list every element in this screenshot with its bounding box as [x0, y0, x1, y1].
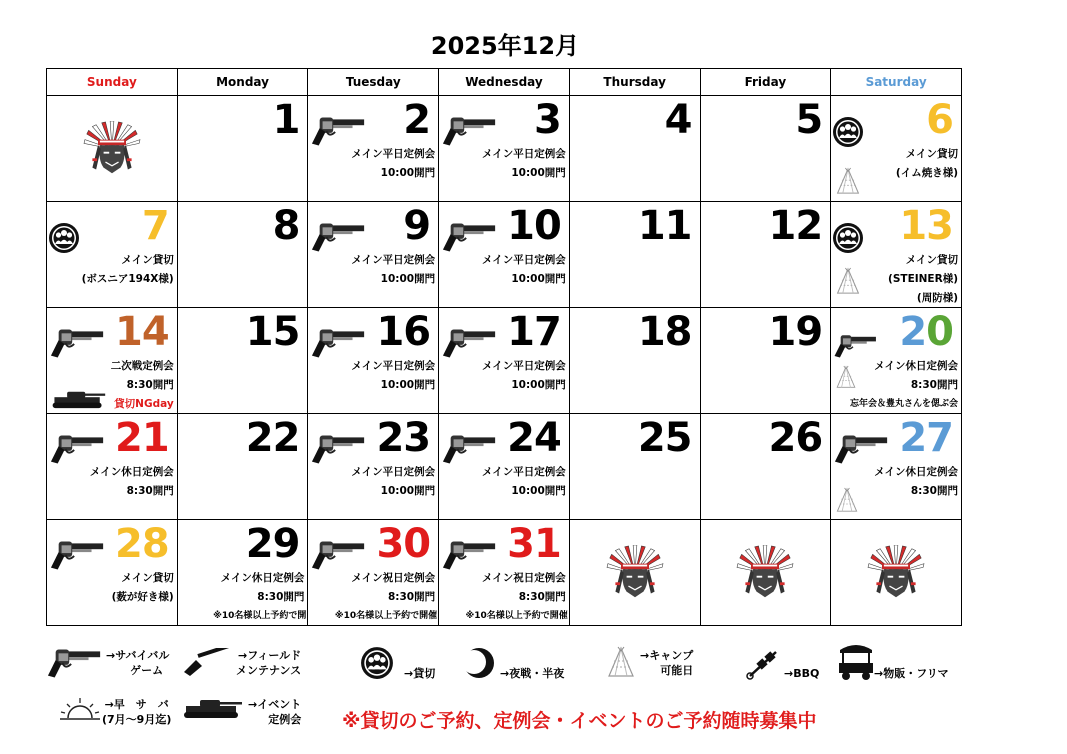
- day-cell-20[interactable]: [831, 308, 962, 414]
- revolver-icon: [441, 220, 499, 254]
- legend-field: [236, 648, 301, 678]
- legend-event: [248, 697, 301, 727]
- day-cell-empty: [569, 520, 700, 626]
- legend-event-line2: 定例会: [268, 713, 302, 726]
- day-number: 8: [272, 203, 300, 249]
- legend-camp-line1: →キャンプ: [640, 649, 694, 662]
- revolver-icon: [49, 538, 107, 572]
- event-extra: 忘年会＆豊丸さんを偲ぶ会: [849, 399, 958, 409]
- event-condition: ※10名様以上予約で開催: [334, 611, 438, 621]
- event-label: メイン休日定例会: [874, 466, 958, 478]
- day-cell-11[interactable]: [569, 202, 700, 308]
- legend-bbq: →BBQ: [784, 667, 820, 680]
- day-number: 15: [245, 309, 300, 355]
- event-time: 8:30開門: [257, 591, 305, 603]
- day-number: 16: [376, 309, 431, 355]
- event-time: 8:30開門: [126, 485, 174, 497]
- day-number: 26: [768, 415, 823, 461]
- revolver-icon: [441, 538, 499, 572]
- day-cell-8[interactable]: [177, 202, 308, 308]
- chief-headdress-icon: [732, 545, 798, 601]
- day-number: 30: [376, 521, 431, 567]
- week-row: [47, 202, 962, 308]
- food-cart-icon: [836, 640, 876, 682]
- day-cell-4[interactable]: [569, 96, 700, 202]
- legend-camp-line2: 可能日: [660, 664, 694, 677]
- revolver-icon: [49, 432, 107, 466]
- revolver-icon: [310, 220, 368, 254]
- day-number: 18: [637, 309, 692, 355]
- event-label: メイン平日定例会: [351, 254, 436, 266]
- reservation-ng-label: 貸切NGday: [114, 398, 174, 410]
- day-number: 27: [899, 415, 953, 461]
- event-label: メイン休日定例会: [220, 572, 305, 584]
- header-tuesday: Tuesday: [308, 69, 439, 96]
- event-label: メイン貸切: [905, 148, 958, 160]
- event-label: メイン平日定例会: [351, 360, 436, 372]
- calendar-grid: [46, 68, 962, 626]
- event-label: メイン貸切: [121, 254, 174, 266]
- event-time: 10:00開門: [380, 167, 436, 179]
- header-thursday: Thursday: [569, 69, 700, 96]
- legend-early: [102, 697, 171, 727]
- group-icon: [360, 646, 394, 680]
- legend-camp: [640, 648, 693, 678]
- day-cell-21[interactable]: [47, 414, 178, 520]
- legend-survival: [106, 648, 169, 678]
- legend-field-line1: →フィールド: [238, 649, 302, 662]
- day-cell-24[interactable]: [439, 414, 570, 520]
- legend-reserve: →貸切: [404, 667, 436, 680]
- tent-icon: [606, 644, 636, 680]
- event-time: 10:00開門: [511, 273, 566, 285]
- event-label: メイン貸切: [905, 254, 958, 266]
- day-cell-22[interactable]: [177, 414, 308, 520]
- day-number: 3: [533, 97, 561, 143]
- day-cell-19[interactable]: [700, 308, 831, 414]
- event-label: メイン平日定例会: [482, 466, 566, 478]
- event-time: 10:00開門: [380, 485, 436, 497]
- event-label: メイン休日定例会: [874, 360, 958, 372]
- legend-survival-line2: ゲーム: [130, 664, 164, 677]
- event-label: メイン祝日定例会: [351, 572, 436, 584]
- tank-icon: [49, 388, 107, 410]
- day-cell-2[interactable]: [308, 96, 439, 202]
- day-number: 29: [245, 521, 300, 567]
- day-number: 11: [637, 203, 692, 249]
- day-cell-3[interactable]: [439, 96, 570, 202]
- day-cell-1[interactable]: [177, 96, 308, 202]
- event-label: メイン祝日定例会: [482, 572, 566, 584]
- day-cell-10[interactable]: [439, 202, 570, 308]
- day-cell-17[interactable]: [439, 308, 570, 414]
- event-time: 10:00開門: [511, 379, 566, 391]
- revolver-icon: [310, 326, 368, 360]
- day-number: 4: [664, 97, 692, 143]
- group-icon: [48, 222, 80, 254]
- header-saturday: Saturday: [831, 69, 962, 96]
- day-number: 31: [507, 521, 561, 567]
- day-cell-23[interactable]: [308, 414, 439, 520]
- day-digit-2: 2: [899, 309, 927, 355]
- group-icon: [832, 116, 864, 148]
- sunrise-icon: [58, 696, 102, 722]
- event-group: (イム焼き様): [895, 167, 958, 179]
- event-time: 8:30開門: [126, 379, 174, 391]
- day-number: 10: [507, 203, 561, 249]
- weekday-header-row: [47, 69, 962, 96]
- revolver-icon: [310, 114, 368, 148]
- shovel-icon: [180, 648, 236, 676]
- day-digit-0: 0: [926, 309, 953, 355]
- day-cell-28[interactable]: [47, 520, 178, 626]
- day-number: 12: [768, 203, 823, 249]
- tent-icon: [835, 486, 859, 514]
- legend-survival-line1: →サバイバル: [106, 649, 170, 662]
- day-cell-16[interactable]: [308, 308, 439, 414]
- event-condition: ※10名様以上予約で開催: [465, 611, 568, 621]
- day-number: 6: [926, 97, 953, 143]
- revolver-icon: [310, 538, 368, 572]
- day-cell-27[interactable]: [831, 414, 962, 520]
- day-cell-empty: [47, 96, 178, 202]
- event-label: メイン平日定例会: [351, 148, 436, 160]
- event-condition: ※10名様以上予約で開: [213, 611, 307, 621]
- event-time: 10:00開門: [380, 379, 436, 391]
- legend-night: →夜戦・半夜: [500, 667, 565, 680]
- day-cell-empty: [700, 520, 831, 626]
- day-cell-6[interactable]: [831, 96, 962, 202]
- revolver-icon: [441, 114, 499, 148]
- day-cell-5[interactable]: [700, 96, 831, 202]
- day-cell-empty: [831, 520, 962, 626]
- week-row: [47, 414, 962, 520]
- event-time: 10:00開門: [380, 273, 436, 285]
- revolver-icon: [833, 332, 879, 360]
- week-row: [47, 520, 962, 626]
- day-number: 7: [141, 203, 169, 249]
- revolver-icon: [833, 432, 891, 466]
- week-row: [47, 96, 962, 202]
- event-label: メイン平日定例会: [482, 254, 566, 266]
- day-cell-13[interactable]: [831, 202, 962, 308]
- event-time: 8:30開門: [387, 591, 436, 603]
- tent-icon: [835, 166, 861, 196]
- day-number: 9: [403, 203, 431, 249]
- day-number: 2: [403, 97, 431, 143]
- event-time: 8:30開門: [910, 379, 958, 391]
- legend-early-line2: (7月〜9月迄): [102, 713, 172, 726]
- legend-field-line2: メンテナンス: [236, 664, 302, 677]
- day-number: 19: [768, 309, 823, 355]
- bbq-icon: [746, 648, 782, 680]
- day-number: 14: [115, 309, 169, 355]
- event-time: 10:00開門: [511, 167, 566, 179]
- revolver-icon: [441, 432, 499, 466]
- day-number: 5: [795, 97, 823, 143]
- legend-event-line1: →イベント: [248, 698, 302, 711]
- day-cell-7[interactable]: [47, 202, 178, 308]
- chief-headdress-icon: [602, 545, 668, 601]
- day-cell-14[interactable]: [47, 308, 178, 414]
- event-label: 二次戦定例会: [110, 360, 174, 372]
- legend-market: →物販・フリマ: [874, 667, 949, 680]
- day-cell-25[interactable]: [569, 414, 700, 520]
- moon-icon: [462, 646, 496, 680]
- event-group-2: (周防様): [916, 292, 958, 304]
- day-number: [899, 310, 953, 354]
- day-number: 13: [899, 203, 953, 249]
- day-number: 21: [115, 415, 169, 461]
- header-monday: Monday: [177, 69, 308, 96]
- day-number: 25: [637, 415, 692, 461]
- revolver-icon: [49, 326, 107, 360]
- event-group: (薮が好き様): [111, 591, 174, 603]
- day-cell-12[interactable]: [700, 202, 831, 308]
- group-icon: [832, 222, 864, 254]
- legend-early-line1: →早 サ バ: [104, 698, 169, 711]
- day-number: 22: [245, 415, 300, 461]
- day-number: 23: [376, 415, 431, 461]
- tent-icon: [835, 266, 861, 296]
- event-label: メイン平日定例会: [482, 148, 566, 160]
- event-time: 8:30開門: [518, 591, 566, 603]
- day-cell-18[interactable]: [569, 308, 700, 414]
- event-label: メイン平日定例会: [351, 466, 436, 478]
- event-time: 8:30開門: [910, 485, 958, 497]
- event-group: (STEINER様): [888, 273, 958, 285]
- day-cell-31[interactable]: [439, 520, 570, 626]
- chief-headdress-icon: [863, 545, 929, 601]
- header-sunday: Sunday: [47, 69, 178, 96]
- event-group: (ボスニア194X様): [81, 273, 174, 285]
- week-row: [47, 308, 962, 414]
- revolver-icon: [441, 326, 499, 360]
- day-cell-15[interactable]: [177, 308, 308, 414]
- event-label: メイン貸切: [121, 572, 174, 584]
- page-title: 2025年12月: [430, 32, 580, 60]
- day-cell-29[interactable]: [177, 520, 308, 626]
- tank-icon: [180, 696, 244, 720]
- chief-headdress-icon: [79, 121, 145, 177]
- header-wednesday: Wednesday: [439, 69, 570, 96]
- day-number: 17: [507, 309, 561, 355]
- revolver-icon: [310, 432, 368, 466]
- header-friday: Friday: [700, 69, 831, 96]
- day-number: 1: [272, 97, 300, 143]
- tent-icon: [835, 364, 857, 390]
- day-number: 24: [507, 415, 561, 461]
- day-cell-30[interactable]: [308, 520, 439, 626]
- day-cell-9[interactable]: [308, 202, 439, 308]
- day-cell-26[interactable]: [700, 414, 831, 520]
- reservation-banner: ※貸切のご予約、定例会・イベントのご予約随時募集中: [342, 710, 817, 732]
- revolver-icon: [46, 646, 104, 680]
- day-number: 28: [115, 521, 169, 567]
- event-label: メイン平日定例会: [482, 360, 566, 372]
- event-time: 10:00開門: [511, 485, 566, 497]
- event-label: メイン休日定例会: [89, 466, 174, 478]
